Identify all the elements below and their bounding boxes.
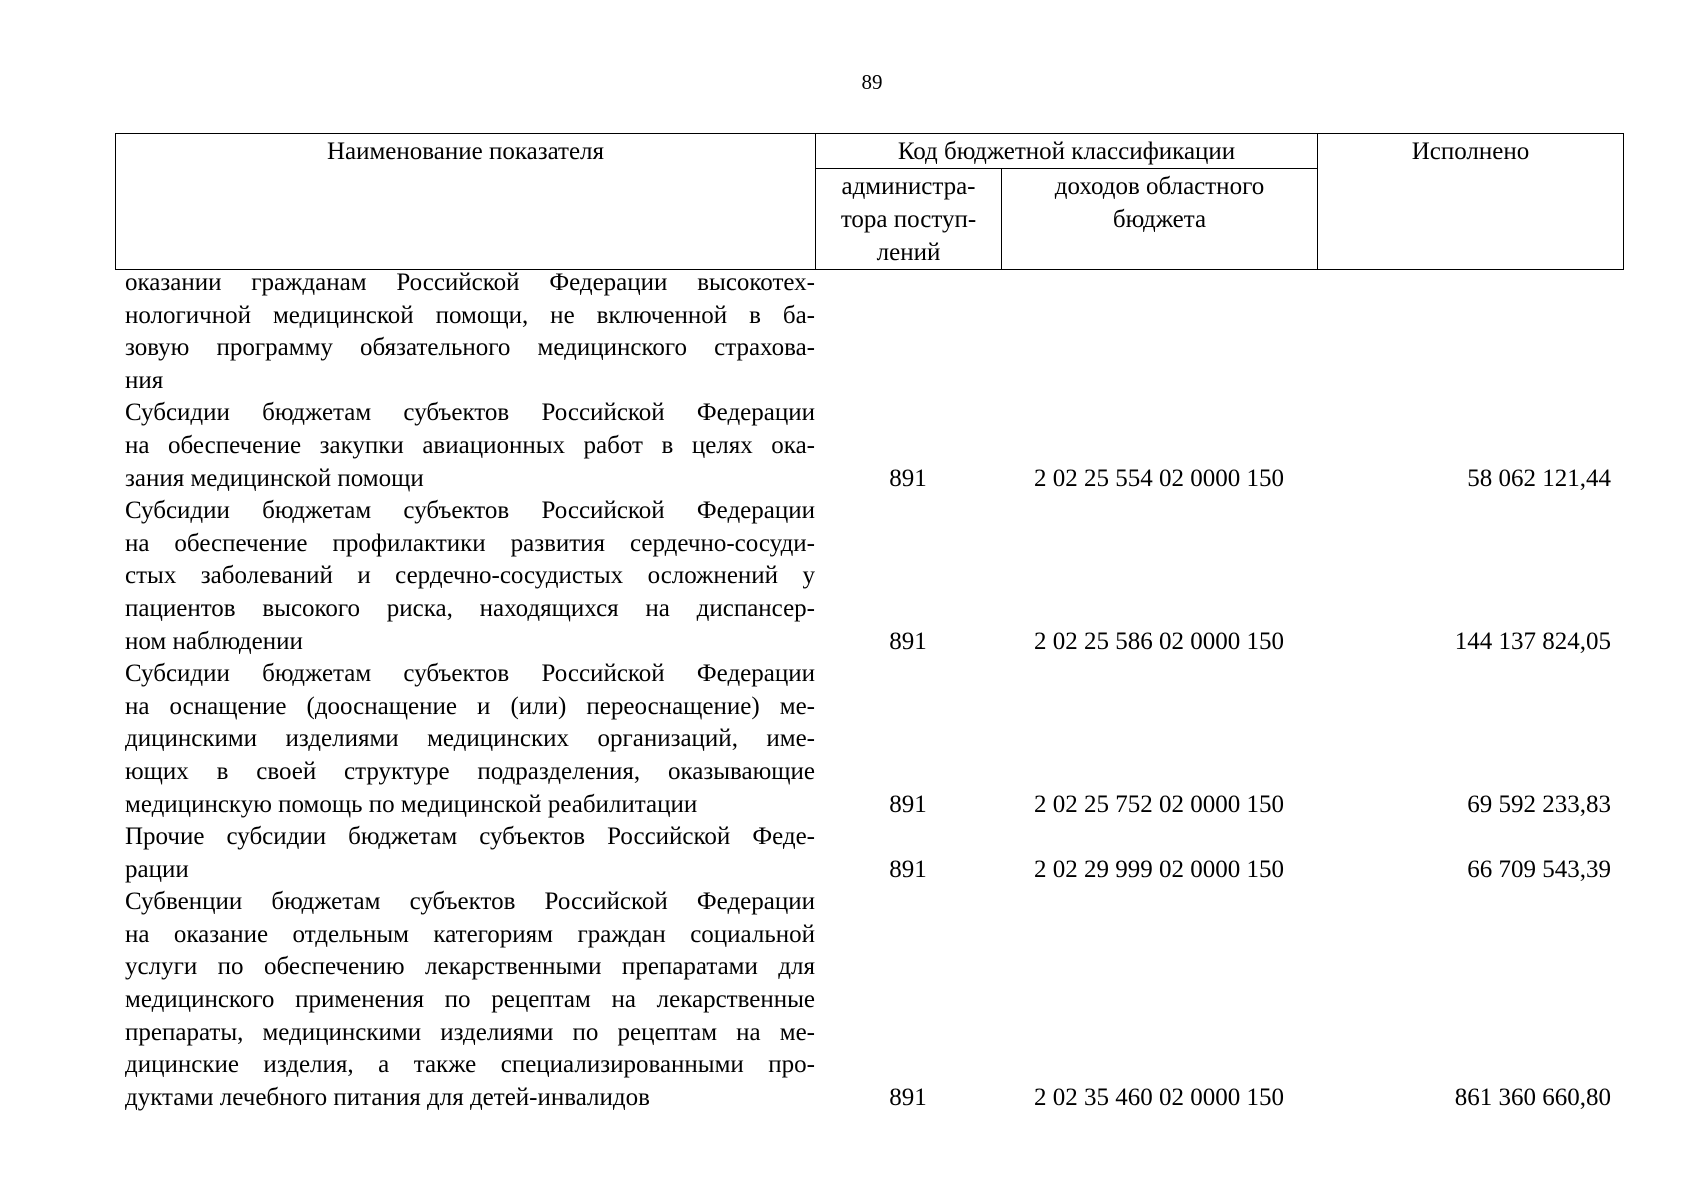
row-name-line: рации: [125, 855, 189, 883]
row-name-line: нологичной медицинской помощи, не включенной в ба-: [125, 301, 815, 329]
header-admin-line: лений: [876, 239, 941, 266]
row-name-line: Субсидии бюджетам субъектов Российской Федерации: [125, 660, 815, 688]
row-name-line: на обеспечение профилактики развития сердечно-сосуди-: [125, 529, 815, 557]
row-name-line: медицинского применения по рецептам на лекарственные: [125, 986, 815, 1014]
row-name-line: оказании гражданам Российской Федерации высокотех-: [125, 269, 815, 296]
row-name-line: ния: [125, 366, 164, 394]
row-name-line: Субсидии бюджетам субъектов Российской Федерации: [125, 399, 815, 427]
header-code-group: Код бюджетной классификации: [816, 134, 1318, 169]
row-name-line: Субсидии бюджетам субъектов Российской Федерации: [125, 497, 815, 525]
header-income-line: доходов областного: [1054, 173, 1265, 200]
row-name-line: Субвенции бюджетам субъектов Российской Федерации: [125, 888, 815, 916]
header-admin-line: тора поступ-: [840, 206, 977, 233]
header-admin-line: администра-: [841, 173, 976, 200]
row-name-line: ющих в своей структуре подразделения, оказывающие: [125, 757, 815, 785]
table-row: [115, 495, 1623, 658]
row-name-line: дицинскими изделиями медицинских организаций, име-: [125, 725, 815, 753]
row-name: [115, 821, 815, 886]
table-body: [115, 267, 1623, 1114]
row-name-line: зания медицинской помощи: [125, 464, 424, 492]
row-admin-code: 891: [889, 1083, 927, 1111]
row-budget-code: 2 02 35 460 02 0000 150: [1034, 1083, 1284, 1111]
header-income-line: бюджета: [1112, 206, 1207, 233]
row-name-line: на оснащение (дооснащение и (или) переоснащение) ме-: [125, 692, 815, 720]
row-name-line: медицинскую помощь по медицинской реабилитации: [125, 790, 698, 818]
row-admin-code: 891: [889, 464, 927, 492]
table-row: [115, 267, 1623, 397]
row-amount: 58 062 121,44: [1467, 464, 1611, 492]
row-budget-code: 2 02 25 752 02 0000 150: [1034, 790, 1284, 818]
table-row: [115, 821, 1623, 886]
row-name: [115, 886, 815, 1114]
row-name-line: ном наблюдении: [125, 627, 303, 655]
row-name-line: на оказание отдельным категориям граждан социальной: [125, 920, 815, 948]
row-name-line: зовую программу обязательного медицинского страхова-: [125, 334, 815, 362]
row-admin-code: 891: [889, 790, 927, 818]
table-row: [115, 658, 1623, 821]
row-name: [115, 658, 815, 821]
row-amount: 66 709 543,39: [1467, 855, 1611, 883]
row-name-line: дуктами лечебного питания для детей-инвалидов: [125, 1083, 650, 1111]
table-row: [115, 397, 1623, 495]
row-amount: 861 360 660,80: [1454, 1083, 1611, 1111]
header-executed: Исполнено: [1318, 134, 1624, 270]
page-number: 89: [861, 70, 883, 94]
header-admin: [816, 169, 1002, 270]
row-amount: 69 592 233,83: [1467, 790, 1611, 818]
row-name: [115, 267, 815, 397]
header-name: Наименование показателя: [116, 134, 816, 270]
row-name-line: дицинские изделия, а также специализированными про-: [125, 1051, 815, 1079]
table-header: [115, 133, 1624, 270]
row-name-line: услуги по обеспечению лекарственными препаратами для: [125, 953, 815, 981]
row-name: [115, 495, 815, 658]
row-amount: 144 137 824,05: [1454, 627, 1611, 655]
header-income: [1002, 169, 1318, 270]
row-name-line: пациентов высокого риска, находящихся на диспансер-: [125, 594, 815, 622]
row-name-line: на обеспечение закупки авиационных работ в целях ока-: [125, 431, 815, 459]
table-row: [115, 886, 1623, 1114]
row-budget-code: 2 02 25 554 02 0000 150: [1034, 464, 1284, 492]
row-admin-code: 891: [889, 855, 927, 883]
row-name-line: препараты, медицинскими изделиями по рецептам на ме-: [125, 1018, 815, 1046]
row-name: [115, 397, 815, 495]
row-budget-code: 2 02 25 586 02 0000 150: [1034, 627, 1284, 655]
row-budget-code: 2 02 29 999 02 0000 150: [1034, 855, 1284, 883]
row-name-line: Прочие субсидии бюджетам субъектов Российской Феде-: [125, 823, 815, 851]
row-name-line: стых заболеваний и сердечно-сосудистых осложнений у: [125, 562, 815, 590]
row-admin-code: 891: [889, 627, 927, 655]
